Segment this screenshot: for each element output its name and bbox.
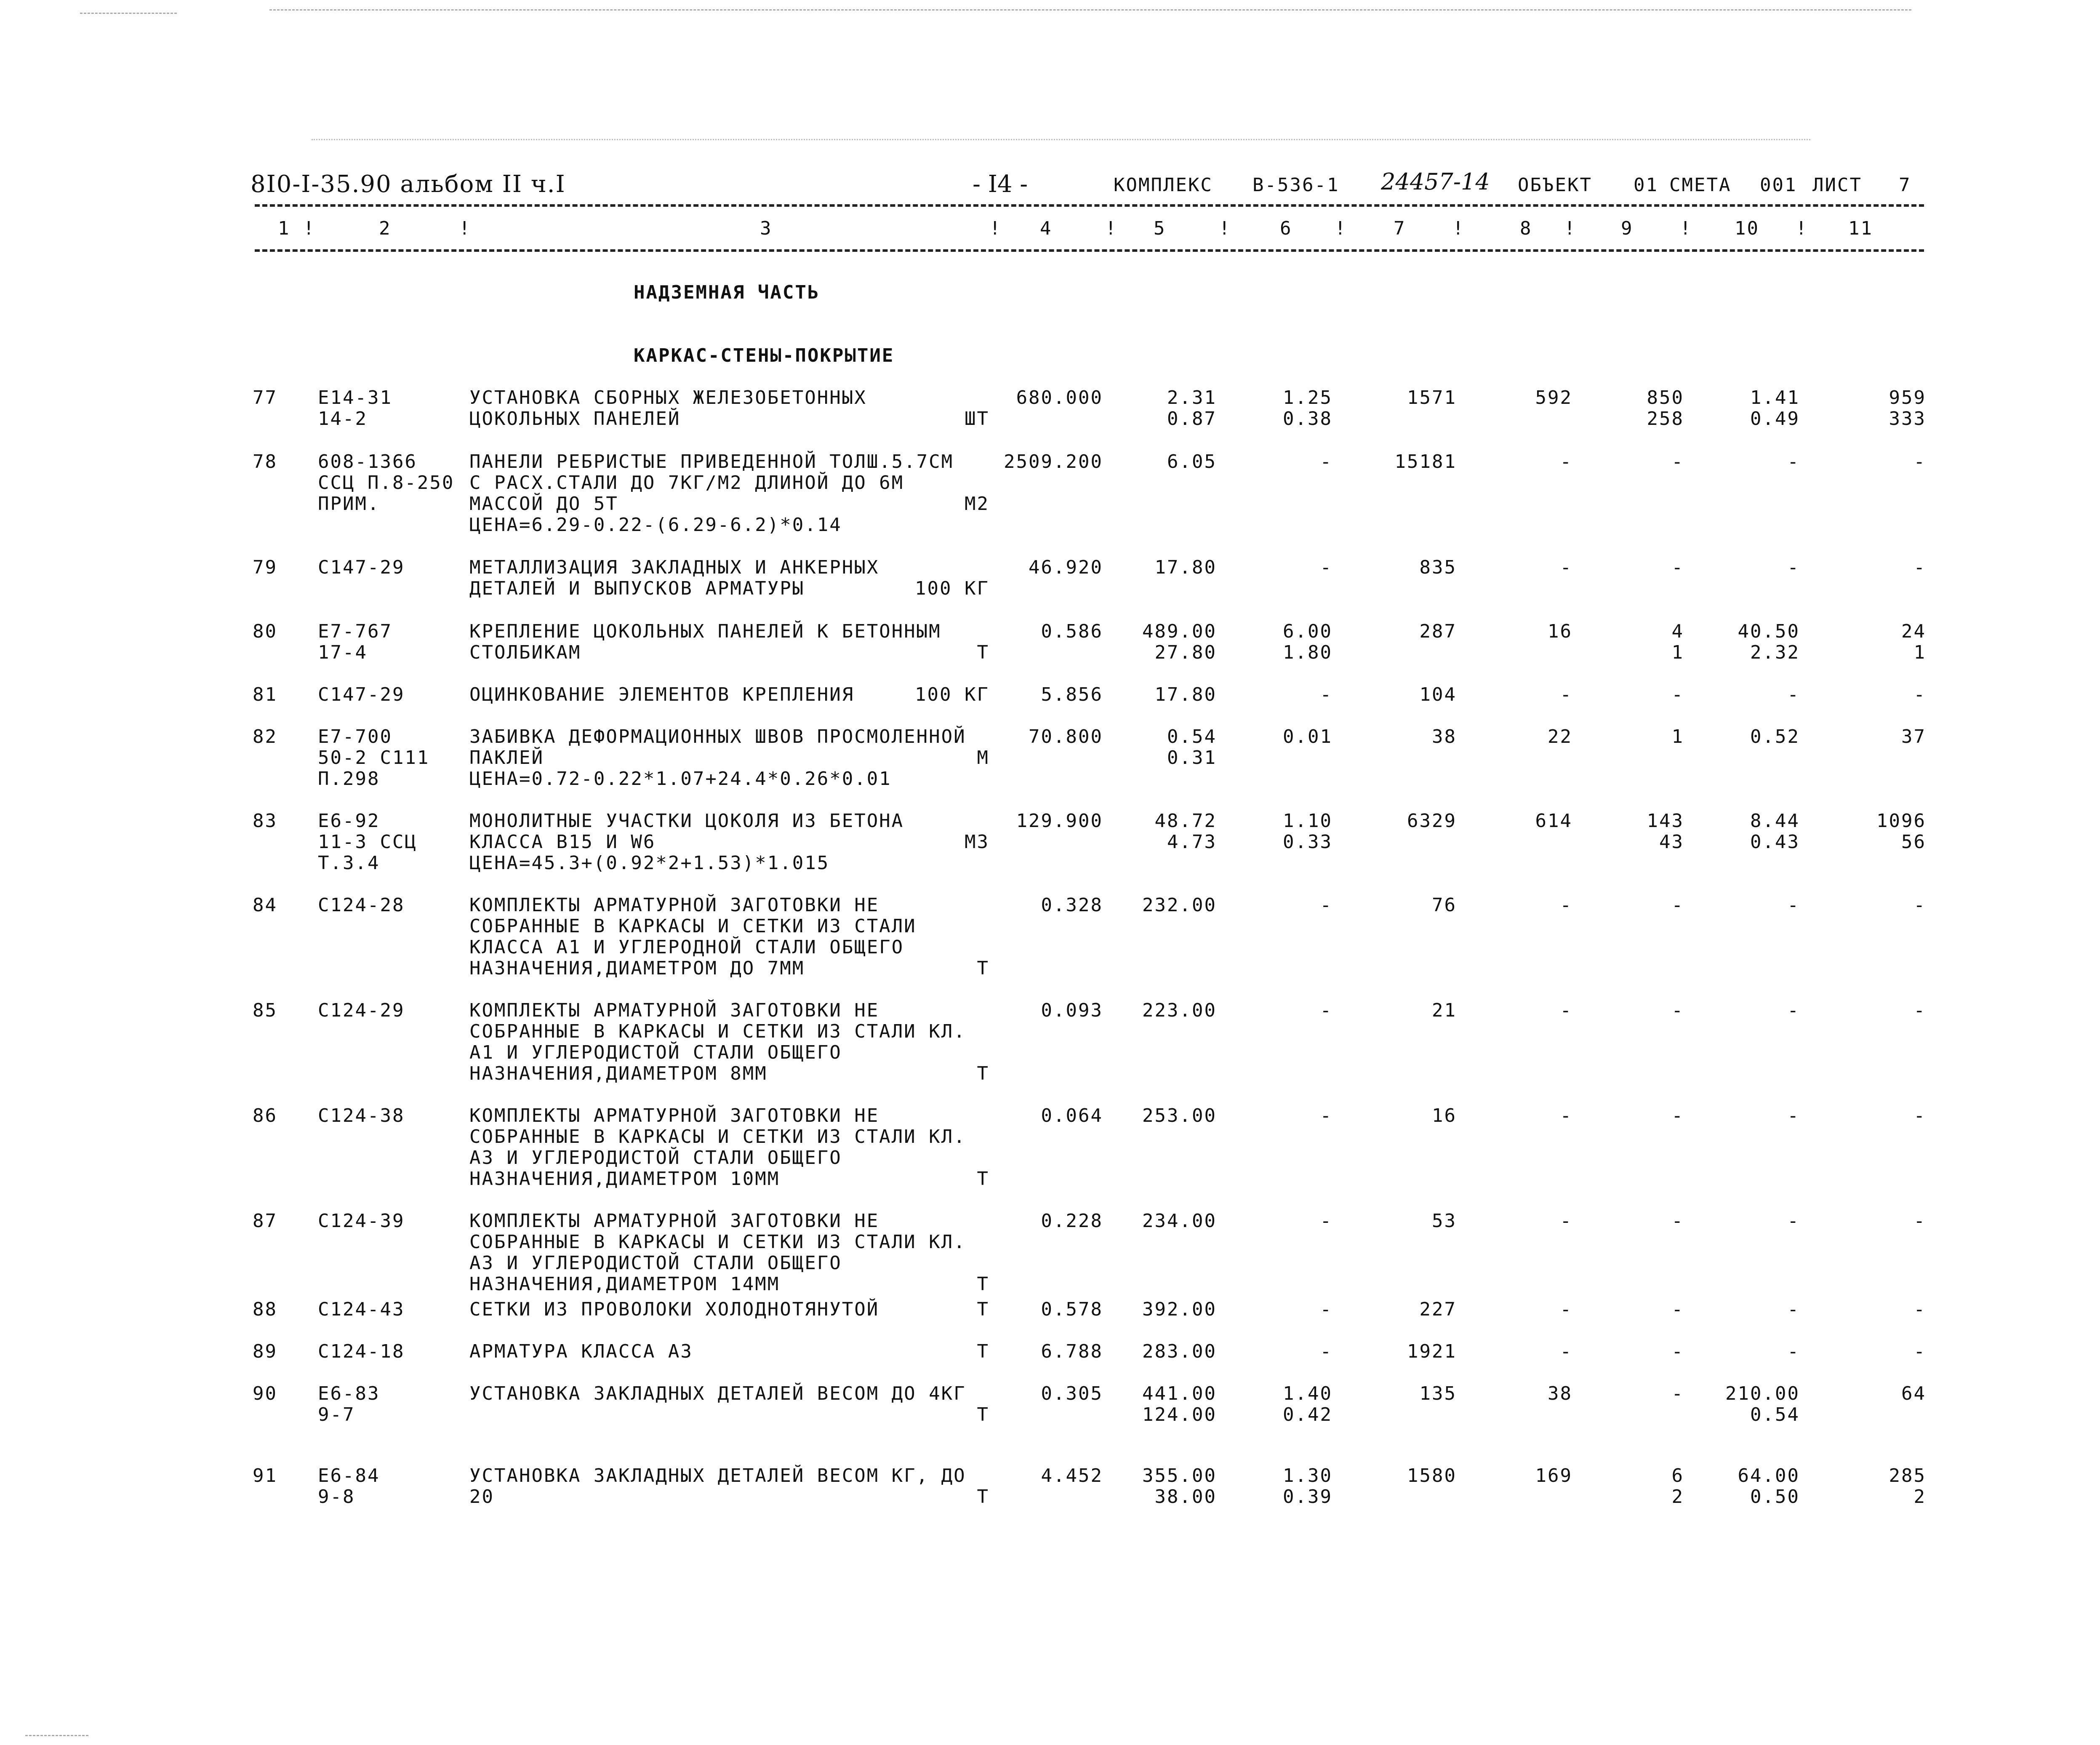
unit-cost: 0.87 xyxy=(1167,408,1217,430)
machine-cost: - xyxy=(1320,1341,1332,1362)
work-description: 20 xyxy=(469,1486,494,1508)
work-description: ПАНЕЛИ РЕБРИСТЫЕ ПРИВЕДЕННОЙ ТОЛШ.5.7СМ xyxy=(469,451,954,472)
quantity: 129.900 xyxy=(1016,810,1103,832)
norm-code: 17-4 xyxy=(318,642,368,663)
total-cost: 835 xyxy=(1419,557,1457,578)
machine-cost: 0.01 xyxy=(1283,726,1332,747)
work-description: СОБРАННЫЕ В КАРКАСЫ И СЕТКИ ИЗ СТАЛИ КЛ. xyxy=(469,1231,966,1253)
labor-unit: 0.50 xyxy=(1750,1486,1800,1508)
quantity: 680.000 xyxy=(1016,387,1103,408)
machine-cost: 1.30 xyxy=(1283,1465,1332,1486)
labor-unit: - xyxy=(1787,451,1800,472)
norm-code: ПРИМ. xyxy=(318,493,380,515)
sheet-number: 7 xyxy=(1899,174,1911,196)
machine-cost: 1.25 xyxy=(1283,387,1332,408)
unit-cost: 6.05 xyxy=(1167,451,1217,472)
labor-unit: 64.00 xyxy=(1738,1465,1800,1486)
unit-cost: 2.31 xyxy=(1167,387,1217,408)
norm-code: 9-7 xyxy=(318,1404,355,1425)
labor-unit: - xyxy=(1787,557,1800,578)
work-description: СОБРАННЫЕ В КАРКАСЫ И СЕТКИ ИЗ СТАЛИ xyxy=(469,915,917,937)
object-label: ОБЪЕКТ xyxy=(1518,174,1592,196)
unit-of-measure: Т xyxy=(977,1341,989,1362)
work-description: НАЗНАЧЕНИЯ,ДИАМЕТРОМ 10ММ xyxy=(469,1168,780,1190)
column-separator: ! xyxy=(1564,218,1577,239)
work-description: УСТАНОВКА СБОРНЫХ ЖЕЛЕЗОБЕТОННЫХ xyxy=(469,387,867,408)
total-cost: 104 xyxy=(1419,684,1457,705)
work-description: А1 И УГЛЕРОДИСТОЙ СТАЛИ ОБЩЕГО xyxy=(469,1042,842,1063)
labor-unit: 2.32 xyxy=(1750,642,1800,663)
unit-cost: 0.54 xyxy=(1167,726,1217,747)
column-number-row xyxy=(0,218,2100,243)
quantity: 0.064 xyxy=(1041,1105,1103,1126)
work-description: ЦЕНА=45.3+(0.92*2+1.53)*1.015 xyxy=(469,852,830,874)
work-description: СОБРАННЫЕ В КАРКАСЫ И СЕТКИ ИЗ СТАЛИ КЛ. xyxy=(469,1021,966,1042)
labor-total: 333 xyxy=(1889,408,1926,430)
wage-total: - xyxy=(1671,557,1684,578)
row-number: 90 xyxy=(253,1383,277,1404)
machine-total: - xyxy=(1560,1299,1572,1320)
column-separator: ! xyxy=(1680,218,1692,239)
column-separator: ! xyxy=(989,218,1002,239)
labor-unit: - xyxy=(1787,1000,1800,1021)
unit-of-measure: Т xyxy=(977,1404,989,1425)
machine-total: 592 xyxy=(1535,387,1572,408)
work-description: МАССОЙ ДО 5Т xyxy=(469,493,618,515)
labor-unit: - xyxy=(1787,684,1800,705)
machine-cost: - xyxy=(1320,1105,1332,1126)
work-description: КОМПЛЕКТЫ АРМАТУРНОЙ ЗАГОТОВКИ НЕ xyxy=(469,1000,879,1021)
wage-total: 258 xyxy=(1647,408,1684,430)
machine-total: - xyxy=(1560,557,1572,578)
quantity: 0.228 xyxy=(1041,1210,1103,1232)
norm-code: 50-2 С111 xyxy=(318,747,430,768)
norm-code: С124-28 xyxy=(318,894,405,916)
column-number: 11 xyxy=(1848,218,1873,239)
column-separator: ! xyxy=(1219,218,1231,239)
row-number: 79 xyxy=(253,557,277,578)
column-number: 3 xyxy=(760,218,773,239)
unit-of-measure: ШТ xyxy=(965,408,989,430)
norm-code: С147-29 xyxy=(318,684,405,705)
norm-code: Е6-83 xyxy=(318,1383,380,1404)
wage-total: 43 xyxy=(1659,831,1684,853)
scan-artifact xyxy=(25,1735,88,1736)
labor-unit: 0.49 xyxy=(1750,408,1800,430)
machine-cost: 0.33 xyxy=(1283,831,1332,853)
wage-total: 850 xyxy=(1647,387,1684,408)
column-number: 1 xyxy=(278,218,290,239)
total-cost: 227 xyxy=(1419,1299,1457,1320)
work-description: ПАКЛЕЙ xyxy=(469,747,544,768)
unit-of-measure: Т xyxy=(977,642,989,663)
column-separator: ! xyxy=(1335,218,1347,239)
work-description: ЦОКОЛЬНЫХ ПАНЕЛЕЙ xyxy=(469,408,681,430)
column-separator: ! xyxy=(459,218,472,239)
labor-unit: - xyxy=(1787,1299,1800,1320)
total-cost: 21 xyxy=(1432,1000,1457,1021)
column-number: 7 xyxy=(1394,218,1406,239)
unit-of-measure: Т xyxy=(977,958,989,979)
machine-cost: 0.38 xyxy=(1283,408,1332,430)
norm-code: 14-2 xyxy=(318,408,368,430)
wage-total: 143 xyxy=(1647,810,1684,832)
total-cost: 16 xyxy=(1432,1105,1457,1126)
labor-total: - xyxy=(1913,451,1926,472)
header-rule-top xyxy=(255,204,1924,207)
machine-total: - xyxy=(1560,451,1572,472)
work-description: ЦЕНА=6.29-0.22-(6.29-6.2)*0.14 xyxy=(469,514,842,536)
complex-label: КОМПЛЕКС xyxy=(1114,174,1213,196)
total-cost: 76 xyxy=(1432,894,1457,916)
labor-total: - xyxy=(1913,1105,1926,1126)
norm-code: Е14-31 xyxy=(318,387,392,408)
work-description: С РАСХ.СТАЛИ ДО 7КГ/М2 ДЛИНОЙ ДО 6М xyxy=(469,472,904,494)
unit-cost: 17.80 xyxy=(1154,557,1217,578)
column-number: 5 xyxy=(1154,218,1166,239)
unit-of-measure: 100 КГ xyxy=(915,578,989,599)
machine-total: - xyxy=(1560,1000,1572,1021)
work-description: КОМПЛЕКТЫ АРМАТУРНОЙ ЗАГОТОВКИ НЕ xyxy=(469,1210,879,1232)
machine-cost: 0.39 xyxy=(1283,1486,1332,1508)
unit-cost: 392.00 xyxy=(1142,1299,1217,1320)
sheet-label: ЛИСТ xyxy=(1812,174,1862,196)
work-description: КОМПЛЕКТЫ АРМАТУРНОЙ ЗАГОТОВКИ НЕ xyxy=(469,894,879,916)
labor-unit: 8.44 xyxy=(1750,810,1800,832)
unit-cost: 234.00 xyxy=(1142,1210,1217,1232)
wage-total: - xyxy=(1671,1105,1684,1126)
machine-cost: - xyxy=(1320,684,1332,705)
row-number: 88 xyxy=(253,1299,277,1320)
row-number: 80 xyxy=(253,621,277,642)
machine-cost: 1.80 xyxy=(1283,642,1332,663)
work-description: ДЕТАЛЕЙ И ВЫПУСКОВ АРМАТУРЫ xyxy=(469,578,805,599)
machine-total: - xyxy=(1560,684,1572,705)
work-description: ОЦИНКОВАНИЕ ЭЛЕМЕНТОВ КРЕПЛЕНИЯ xyxy=(469,684,855,705)
scan-artifact xyxy=(80,13,177,14)
row-number: 82 xyxy=(253,726,277,747)
labor-total: 2 xyxy=(1913,1486,1926,1508)
subsection-title: КАРКАС-СТЕНЫ-ПОКРЫТИЕ xyxy=(634,345,895,366)
quantity: 4.452 xyxy=(1041,1465,1103,1486)
scan-artifact xyxy=(312,139,1810,140)
labor-unit: 1.41 xyxy=(1750,387,1800,408)
total-cost: 38 xyxy=(1432,726,1457,747)
row-number: 78 xyxy=(253,451,277,472)
wage-total: 2 xyxy=(1671,1486,1684,1508)
work-description: АРМАТУРА КЛАССА А3 xyxy=(469,1341,693,1362)
work-description: НАЗНАЧЕНИЯ,ДИАМЕТРОМ 8ММ xyxy=(469,1063,768,1084)
machine-total: - xyxy=(1560,1210,1572,1232)
unit-of-measure: 100 КГ xyxy=(915,684,989,705)
labor-unit: 0.43 xyxy=(1750,831,1800,853)
labor-total: - xyxy=(1913,894,1926,916)
machine-total: - xyxy=(1560,1105,1572,1126)
unit-cost: 124.00 xyxy=(1142,1404,1217,1425)
complex-code: В-536-1 xyxy=(1253,174,1340,196)
wage-total: - xyxy=(1671,894,1684,916)
total-cost: 15181 xyxy=(1394,451,1457,472)
quantity: 2509.200 xyxy=(1004,451,1103,472)
norm-code: С124-29 xyxy=(318,1000,405,1021)
work-description: КЛАССА А1 И УГЛЕРОДНОЙ СТАЛИ ОБЩЕГО xyxy=(469,937,904,958)
quantity: 6.788 xyxy=(1041,1341,1103,1362)
labor-total: - xyxy=(1913,1000,1926,1021)
total-cost: 53 xyxy=(1432,1210,1457,1232)
norm-code: Е6-84 xyxy=(318,1465,380,1486)
work-description: МОНОЛИТНЫЕ УЧАСТКИ ЦОКОЛЯ ИЗ БЕТОНА xyxy=(469,810,904,832)
norm-code: 9-8 xyxy=(318,1486,355,1508)
column-number: 4 xyxy=(1040,218,1053,239)
work-description: СТОЛБИКАМ xyxy=(469,642,581,663)
norm-code: ССЦ П.8-250 xyxy=(318,472,455,494)
machine-cost: - xyxy=(1320,451,1332,472)
norm-code: 11-3 ССЦ xyxy=(318,831,417,853)
unit-cost: 355.00 xyxy=(1142,1465,1217,1486)
wage-total: - xyxy=(1671,1383,1684,1404)
work-description: КОМПЛЕКТЫ АРМАТУРНОЙ ЗАГОТОВКИ НЕ xyxy=(469,1105,879,1126)
quantity: 0.305 xyxy=(1041,1383,1103,1404)
unit-cost: 0.31 xyxy=(1167,747,1217,768)
estimate-label: СМЕТА xyxy=(1669,174,1732,196)
machine-total: 16 xyxy=(1548,621,1572,642)
machine-total: 22 xyxy=(1548,726,1572,747)
work-description: КРЕПЛЕНИЕ ЦОКОЛЬНЫХ ПАНЕЛЕЙ К БЕТОННЫМ xyxy=(469,621,941,642)
norm-code: Т.3.4 xyxy=(318,852,380,874)
labor-unit: - xyxy=(1787,1105,1800,1126)
norm-code: 608-1366 xyxy=(318,451,417,472)
norm-code: С124-38 xyxy=(318,1105,405,1126)
unit-cost: 283.00 xyxy=(1142,1341,1217,1362)
labor-total: - xyxy=(1913,557,1926,578)
unit-cost: 27.80 xyxy=(1154,642,1217,663)
labor-unit: 0.54 xyxy=(1750,1404,1800,1425)
machine-cost: - xyxy=(1320,557,1332,578)
column-number: 10 xyxy=(1735,218,1759,239)
norm-code: С124-43 xyxy=(318,1299,405,1320)
total-cost: 6329 xyxy=(1407,810,1457,832)
row-number: 91 xyxy=(253,1465,277,1486)
unit-of-measure: Т xyxy=(977,1299,989,1320)
machine-cost: 1.10 xyxy=(1283,810,1332,832)
work-description: МЕТАЛЛИЗАЦИЯ ЗАКЛАДНЫХ И АНКЕРНЫХ xyxy=(469,557,879,578)
row-number: 89 xyxy=(253,1341,277,1362)
work-description: А3 И УГЛЕРОДИСТОЙ СТАЛИ ОБЩЕГО xyxy=(469,1252,842,1274)
row-number: 77 xyxy=(253,387,277,408)
labor-total: - xyxy=(1913,684,1926,705)
machine-total: 38 xyxy=(1548,1383,1572,1404)
unit-of-measure: Т xyxy=(977,1168,989,1190)
norm-code: С124-39 xyxy=(318,1210,405,1232)
labor-total: - xyxy=(1913,1341,1926,1362)
quantity: 0.328 xyxy=(1041,894,1103,916)
work-description: УСТАНОВКА ЗАКЛАДНЫХ ДЕТАЛЕЙ ВЕСОМ КГ, ДО xyxy=(469,1465,966,1486)
machine-cost: - xyxy=(1320,1299,1332,1320)
norm-code: С147-29 xyxy=(318,557,405,578)
row-number: 81 xyxy=(253,684,277,705)
wage-total: - xyxy=(1671,684,1684,705)
labor-unit: 0.52 xyxy=(1750,726,1800,747)
total-cost: 1580 xyxy=(1407,1465,1457,1486)
quantity: 0.093 xyxy=(1041,1000,1103,1021)
machine-cost: 1.40 xyxy=(1283,1383,1332,1404)
total-cost: 1921 xyxy=(1407,1341,1457,1362)
work-description: НАЗНАЧЕНИЯ,ДИАМЕТРОМ ДО 7ММ xyxy=(469,958,805,979)
machine-cost: - xyxy=(1320,894,1332,916)
estimate-number: 001 xyxy=(1760,174,1797,196)
work-description: УСТАНОВКА ЗАКЛАДНЫХ ДЕТАЛЕЙ ВЕСОМ ДО 4КГ xyxy=(469,1383,966,1404)
labor-unit: - xyxy=(1787,1210,1800,1232)
labor-unit: - xyxy=(1787,894,1800,916)
row-number: 83 xyxy=(253,810,277,832)
total-cost: 135 xyxy=(1419,1383,1457,1404)
machine-cost: 6.00 xyxy=(1283,621,1332,642)
unit-cost: 38.00 xyxy=(1154,1486,1217,1508)
column-number: 8 xyxy=(1520,218,1532,239)
unit-of-measure: М xyxy=(977,747,989,768)
wage-total: - xyxy=(1671,451,1684,472)
column-separator: ! xyxy=(1452,218,1465,239)
wage-total: 1 xyxy=(1671,726,1684,747)
labor-total: 1 xyxy=(1913,642,1926,663)
unit-of-measure: Т xyxy=(977,1273,989,1295)
wage-total: 1 xyxy=(1671,642,1684,663)
work-description: СЕТКИ ИЗ ПРОВОЛОКИ ХОЛОДНОТЯНУТОЙ xyxy=(469,1299,879,1320)
column-separator: ! xyxy=(1105,218,1118,239)
unit-cost: 489.00 xyxy=(1142,621,1217,642)
row-number: 85 xyxy=(253,1000,277,1021)
norm-code: Е7-700 xyxy=(318,726,392,747)
wage-total: - xyxy=(1671,1299,1684,1320)
album-title: 8I0-I-35.90 альбом II ч.I xyxy=(251,171,566,198)
unit-cost: 4.73 xyxy=(1167,831,1217,853)
total-cost: 1571 xyxy=(1407,387,1457,408)
scan-artifact xyxy=(269,9,1911,11)
row-number: 84 xyxy=(253,894,277,916)
row-number: 86 xyxy=(253,1105,277,1126)
column-separator: ! xyxy=(303,218,316,239)
total-cost: 287 xyxy=(1419,621,1457,642)
machine-total: 169 xyxy=(1535,1465,1572,1486)
machine-cost: 0.42 xyxy=(1283,1404,1332,1425)
quantity: 5.856 xyxy=(1041,684,1103,705)
quantity: 0.578 xyxy=(1041,1299,1103,1320)
unit-cost: 232.00 xyxy=(1142,894,1217,916)
wage-total: - xyxy=(1671,1210,1684,1232)
norm-code: П.298 xyxy=(318,768,380,790)
wage-total: - xyxy=(1671,1341,1684,1362)
column-number: 9 xyxy=(1621,218,1634,239)
row-number: 87 xyxy=(253,1210,277,1232)
machine-cost: - xyxy=(1320,1000,1332,1021)
labor-unit: 210.00 xyxy=(1725,1383,1800,1404)
unit-cost: 441.00 xyxy=(1142,1383,1217,1404)
norm-code: С124-18 xyxy=(318,1341,405,1362)
column-number: 6 xyxy=(1280,218,1293,239)
machine-cost: - xyxy=(1320,1210,1332,1232)
machine-total: 614 xyxy=(1535,810,1572,832)
unit-cost: 48.72 xyxy=(1154,810,1217,832)
labor-total: - xyxy=(1913,1210,1926,1232)
quantity: 46.920 xyxy=(1029,557,1103,578)
labor-total: 56 xyxy=(1901,831,1926,853)
handwritten-number: 24457-14 xyxy=(1381,168,1490,195)
wage-total: 4 xyxy=(1671,621,1684,642)
work-description: НАЗНАЧЕНИЯ,ДИАМЕТРОМ 14ММ xyxy=(469,1273,780,1295)
unit-of-measure: Т xyxy=(977,1486,989,1508)
labor-total: 959 xyxy=(1889,387,1926,408)
norm-code: Е7-767 xyxy=(318,621,392,642)
norm-code: Е6-92 xyxy=(318,810,380,832)
labor-unit: - xyxy=(1787,1341,1800,1362)
quantity: 70.800 xyxy=(1029,726,1103,747)
labor-total: 64 xyxy=(1901,1383,1926,1404)
unit-cost: 17.80 xyxy=(1154,684,1217,705)
quantity: 0.586 xyxy=(1041,621,1103,642)
labor-total: - xyxy=(1913,1299,1926,1320)
labor-total: 285 xyxy=(1889,1465,1926,1486)
wage-total: 6 xyxy=(1671,1465,1684,1486)
header-rule-bottom xyxy=(255,249,1924,252)
machine-total: - xyxy=(1560,894,1572,916)
page-number: - I4 - xyxy=(973,171,1028,198)
labor-total: 37 xyxy=(1901,726,1926,747)
labor-total: 24 xyxy=(1901,621,1926,642)
column-number: 2 xyxy=(379,218,392,239)
unit-of-measure: М3 xyxy=(965,831,989,853)
unit-of-measure: М2 xyxy=(965,493,989,515)
work-description: ЗАБИВКА ДЕФОРМАЦИОННЫХ ШВОВ ПРОСМОЛЕННОЙ xyxy=(469,726,966,747)
work-description: А3 И УГЛЕРОДИСТОЙ СТАЛИ ОБЩЕГО xyxy=(469,1147,842,1169)
section-title: НАДЗЕМНАЯ ЧАСТЬ xyxy=(634,282,820,303)
machine-total: - xyxy=(1560,1341,1572,1362)
wage-total: - xyxy=(1671,1000,1684,1021)
column-separator: ! xyxy=(1796,218,1808,239)
work-description: СОБРАННЫЕ В КАРКАСЫ И СЕТКИ ИЗ СТАЛИ КЛ. xyxy=(469,1126,966,1147)
unit-of-measure: Т xyxy=(977,1063,989,1084)
work-description: КЛАССА В15 И W6 xyxy=(469,831,656,853)
object-number: 01 xyxy=(1634,174,1658,196)
labor-total: 1096 xyxy=(1876,810,1926,832)
labor-unit: 40.50 xyxy=(1738,621,1800,642)
unit-cost: 223.00 xyxy=(1142,1000,1217,1021)
work-description: ЦЕНА=0.72-0.22*1.07+24.4*0.26*0.01 xyxy=(469,768,892,790)
unit-cost: 253.00 xyxy=(1142,1105,1217,1126)
